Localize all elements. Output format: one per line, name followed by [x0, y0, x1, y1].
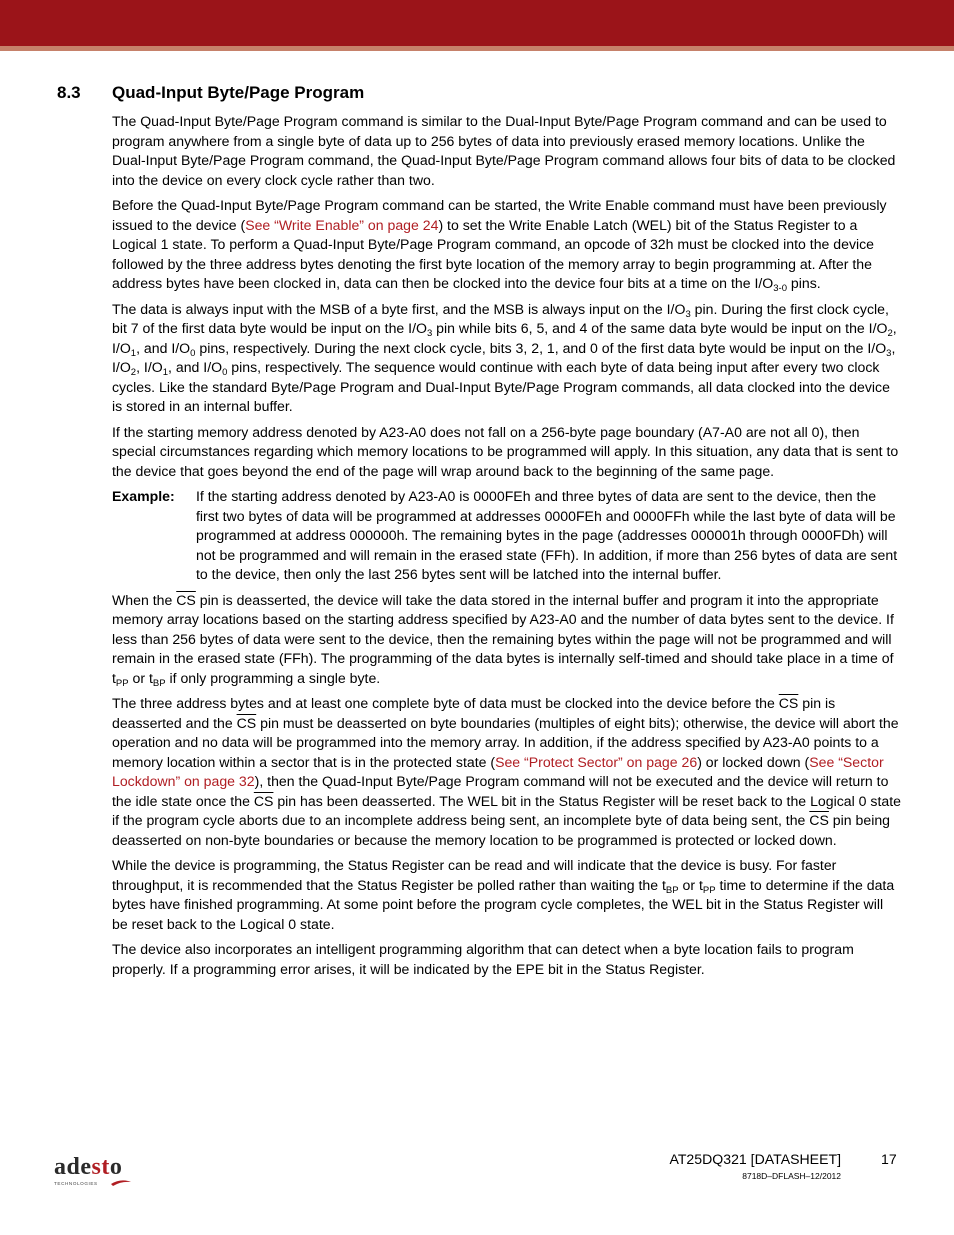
example-text: If the starting address denoted by A23-A0 is 0000FEh and three bytes of data are sent to the device, then the first two bytes of data will be programmed at addresses 0000FEh and 0000FFh while the last byte of data will be programmed at address 000000h. The remaining bytes in the page (addresses 000001h through 0000FDh) will not be programmed and will remain in the erased state (FFh). In addition, if more than 256 bytes of data are sent to the device, then only the last 256 bytes sent will be latched into the internal buffer.: [196, 488, 898, 582]
logo-subtitle: TECHNOLOGIES: [54, 1181, 98, 1186]
text-run: When the: [112, 591, 177, 608]
text-run: pin is deasserted and the: [112, 695, 836, 731]
paragraph-3: [112, 300, 902, 417]
logo-text: o: [109, 1154, 123, 1180]
paragraph-4: If the starting memory address denoted by A23-A0 does not fall on a 256-byte page boundary (A7-A0 are not all 0), then special circumstances regarding which memory locations to be programmed will apply. In this situation, any data that is sent to the device that goes beyond the end of the page will wrap around back to the beginning of the same page.: [112, 423, 899, 479]
section-number: 8.3: [57, 83, 81, 102]
text-run: pin. During the first clock cycle, bit 7 of the first data byte would be input on the I/O: [112, 300, 889, 336]
cs-signal: $\overline{CS}$: [236, 714, 257, 731]
paragraph-8: The device also incorporates an intelligent programming algorithm that can detect when a byte location fails to program properly. If a programming error arises, it will be indicated by the EPE bit in the Status Register.: [112, 941, 854, 977]
paragraph-7: [112, 856, 902, 934]
write-enable-link[interactable]: See “Write Enable” on page 24: [245, 216, 439, 233]
logo-text: ade: [54, 1154, 92, 1180]
subscript: BP: [152, 677, 166, 689]
example-block: [112, 487, 902, 585]
text-run: While the device is programming, the Status Register can be read and will indicate that the device is busy. For faster throughput, it is recommended that the Status Register be polled rather than waiting the t: [112, 857, 837, 893]
subscript: 3-0: [773, 283, 787, 294]
text-run: , I/O: [112, 339, 896, 375]
text-run: pin while bits 6, 5, and 4 of the same data byte would be input on the I/O: [432, 320, 888, 336]
text-run: pin is deasserted, the device will take the data stored in the internal buffer and program it into the appropriate memory array locations based on the starting address specified by A23-A0 and the number of data bytes sent to the device. If less than 256 bytes of data were sent to the device, then the remaining bytes within the page will not be programmed and will remain in the erased state (FFh). The programming of the data bytes is internally self-timed and should take place in a time of t: [112, 591, 894, 686]
example-label: Example:: [112, 488, 175, 504]
subscript: 3: [685, 308, 691, 320]
footer-doc-ref: 8718D–DFLASH–12/2012: [742, 1171, 841, 1181]
text-run: pins.: [786, 275, 821, 291]
subscript: BP: [665, 884, 679, 896]
paragraph-5: [112, 591, 902, 689]
subscript: 3: [426, 328, 433, 339]
paragraph-6: [112, 694, 902, 850]
text-run: time to determine if the data bytes have finished programming. At some point before the program cycle completes, the WEL bit in the Status Register will be reset back to the Logical 0 state.: [112, 876, 895, 932]
cs-signal: $\overline{CS}$: [176, 591, 196, 608]
body-text: [112, 112, 902, 985]
footer-doc-title: AT25DQ321 [DATASHEET]: [669, 1151, 841, 1167]
paragraph-1: The Quad-Input Byte/Page Program command is similar to the Dual-Input Byte/Page Program command and can be used to program anywhere from a single byte of data up to 256 bytes of data into previously erased memory locations. Unlike the Dual-Input Byte/Page Program command, the Quad-Input Byte/Page Program command allows four bits of data to be clocked into the device on every clock cycle rather than two.: [112, 113, 896, 188]
section-title: Quad-Input Byte/Page Program: [112, 83, 365, 102]
subscript: 2: [130, 367, 137, 378]
subscript: 2: [887, 328, 893, 339]
logo-wordmark: [54, 1155, 144, 1179]
text-run: pin must be deasserted on byte boundaries (multiples of eight bits); otherwise, the device will abort the operation and no data will be programmed into the memory array. In addition, if the address specified by A23-A0 points to a memory location within a sector that is in the protected state (: [112, 714, 899, 770]
subscript: 0: [190, 347, 196, 359]
text-run: pin being deasserted on non-byte boundaries or because the memory location to be programmed is protected or locked down.: [112, 812, 891, 848]
text-run: or t: [678, 876, 703, 893]
cs-signal: $\overline{CS}$: [253, 792, 274, 809]
text-run: pins, respectively. The sequence would continue with each byte of data being input after every two clock cycles. Like the standard Byte/Page Program and Dual-Input Byte/Page Program commands, all data clocked into the device is stored in an internal buffer.: [112, 359, 890, 414]
header-accent-line: [0, 46, 954, 51]
subscript: 3: [886, 347, 892, 359]
text-run: or t: [128, 669, 153, 686]
logo-text-accent: st: [91, 1154, 110, 1180]
paragraph-2: [112, 196, 902, 294]
subscript: PP: [702, 884, 716, 896]
adesto-logo: [54, 1155, 144, 1191]
subscript: 1: [130, 347, 137, 359]
sector-lockdown-link[interactable]: See “Sector Lockdown” on page 32: [112, 753, 884, 789]
text-run: ), then the Quad-Input Byte/Page Program command will not be executed and the device will return to the idle state once the: [112, 773, 889, 809]
text-run: , and I/O: [136, 339, 191, 356]
text-run: if only programming a single byte.: [165, 669, 381, 686]
header-bar: [0, 0, 954, 46]
text-run: ) or locked down (: [697, 753, 810, 770]
text-run: , I/O: [112, 320, 897, 356]
text-run: pins, respectively. During the next clock cycle, bits 3, 2, 1, and 0 of the first data byte would be input on the I/O: [195, 339, 887, 356]
subscript: 1: [162, 367, 169, 378]
cs-signal: $\overline{CS}$: [809, 812, 829, 828]
text-run: , I/O: [136, 359, 163, 375]
cs-signal: $\overline{CS}$: [778, 695, 799, 711]
footer-page-number: 17: [881, 1151, 897, 1167]
protect-sector-link[interactable]: See “Protect Sector” on page 26: [495, 753, 698, 770]
subscript: PP: [115, 677, 129, 689]
text-run: , and I/O: [168, 359, 223, 375]
text-run: Before the Quad-Input Byte/Page Program command can be started, the Write Enable command must have been previously issued to the device (: [112, 197, 887, 233]
text-run: The data is always input with the MSB of a byte first, and the MSB is always input on the I/O: [112, 300, 686, 317]
text-run: ) to set the Write Enable Latch (WEL) bit of the Status Register to a Logical 1 state. To perform a Quad-Input Byte/Page Program command, an opcode of 32h must be clocked into the device followed by the three address bytes denoting the first byte location of the memory array to begin programming at. After the address bytes have been clocked in, data can then be clocked into the device four bits at a time on the I/O: [112, 216, 875, 291]
section-heading: [57, 83, 364, 103]
logo-swoosh-icon: [110, 1179, 132, 1187]
text-run: pin has been deasserted. The WEL bit in the Status Register will be reset back to the Logical 0 state if the program cycle aborts due to an incomplete address being sent, an incomplete byte of data being sent, the: [112, 792, 901, 828]
text-run: The three address bytes and at least one complete byte of data must be clocked into the device before the: [112, 695, 779, 711]
subscript: 0: [222, 367, 228, 378]
